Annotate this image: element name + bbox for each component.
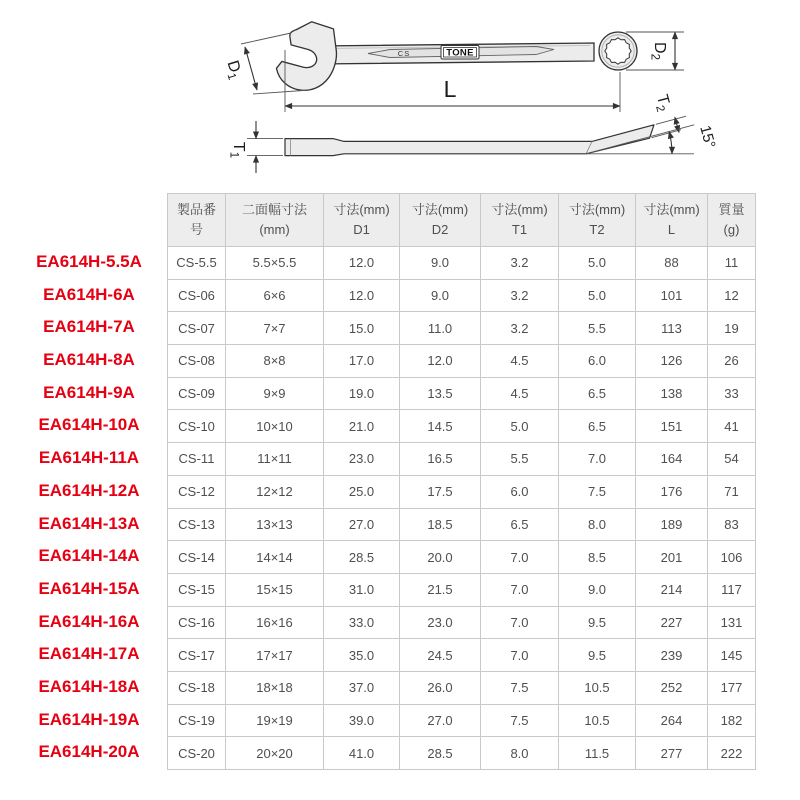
table-cell: 17×17 [226, 639, 324, 672]
table-cell: CS-14 [168, 541, 226, 574]
col-header-d2: 寸法(mm) D2 [400, 194, 481, 247]
spec-table-body [168, 247, 756, 770]
product-code: EA614H-19A [38, 709, 140, 729]
table-cell: 6.0 [559, 345, 636, 378]
table-cell: CS-10 [168, 410, 226, 443]
table-cell: 19.0 [324, 377, 400, 410]
table-row [168, 345, 756, 378]
table-cell: 41.0 [324, 737, 400, 770]
table-cell: CS-06 [168, 279, 226, 312]
table-cell: 3.2 [481, 279, 559, 312]
table-cell: 6.5 [559, 377, 636, 410]
brand-logo [441, 46, 479, 60]
table-cell: CS-5.5 [168, 247, 226, 280]
table-cell: 3.2 [481, 312, 559, 345]
table-cell: 227 [636, 606, 708, 639]
wrench-open-end [273, 16, 344, 97]
product-code: EA614H-18A [38, 676, 140, 696]
product-code: EA614H-12A [38, 480, 140, 500]
table-cell: 15×15 [226, 573, 324, 606]
table-cell: 21.0 [324, 410, 400, 443]
table-cell: 239 [636, 639, 708, 672]
table-cell: 106 [708, 541, 756, 574]
dim-label-t1: $T_1$ [227, 141, 247, 159]
table-row [168, 312, 756, 345]
table-cell: 3.2 [481, 247, 559, 280]
table-cell: 11.5 [559, 737, 636, 770]
table-cell: 131 [708, 606, 756, 639]
table-cell: 4.5 [481, 345, 559, 378]
table-cell: CS-17 [168, 639, 226, 672]
table-cell: 17.0 [324, 345, 400, 378]
table-row [168, 639, 756, 672]
product-code: EA614H-13A [38, 513, 140, 533]
table-cell: 26 [708, 345, 756, 378]
product-code: EA614H-5.5A [36, 252, 142, 271]
table-cell: 54 [708, 443, 756, 476]
table-cell: 39.0 [324, 704, 400, 737]
wrench-diagram [0, 0, 800, 192]
table-cell: 5.0 [559, 279, 636, 312]
table-cell: 7.5 [481, 704, 559, 737]
table-cell: 23.0 [324, 443, 400, 476]
side-profile [285, 125, 654, 156]
product-code: EA614H-14A [38, 546, 140, 566]
table-cell: 26.0 [400, 671, 481, 704]
table-cell: CS-15 [168, 573, 226, 606]
dim-label-d2: $D_2$ [648, 42, 668, 60]
product-code-list [16, 246, 162, 769]
table-cell: 7×7 [226, 312, 324, 345]
table-cell: 28.5 [400, 737, 481, 770]
table-cell: 182 [708, 704, 756, 737]
product-code: EA614H-20A [38, 742, 140, 762]
table-cell: 126 [636, 345, 708, 378]
table-row [168, 737, 756, 770]
table-cell: 9×9 [226, 377, 324, 410]
table-cell: 201 [636, 541, 708, 574]
table-cell: 113 [636, 312, 708, 345]
table-cell: 27.0 [400, 704, 481, 737]
table-cell: 4.5 [481, 377, 559, 410]
table-cell: 7.0 [559, 443, 636, 476]
table-cell: CS-07 [168, 312, 226, 345]
dim-label-d1: $D_1$ [223, 58, 244, 82]
table-cell: 9.0 [400, 279, 481, 312]
table-cell: 14×14 [226, 541, 324, 574]
table-row [168, 443, 756, 476]
table-cell: 21.5 [400, 573, 481, 606]
col-header-mass: 質量 (g) [708, 194, 756, 247]
table-cell: 10.5 [559, 704, 636, 737]
table-cell: 5.5×5.5 [226, 247, 324, 280]
wrench-side-view [285, 125, 654, 156]
table-cell: 9.5 [559, 639, 636, 672]
table-row [168, 279, 756, 312]
dim-label-angle: 15° [696, 123, 719, 150]
table-cell: 20.0 [400, 541, 481, 574]
table-cell: 277 [636, 737, 708, 770]
table-cell: 252 [636, 671, 708, 704]
table-cell: 189 [636, 508, 708, 541]
product-code: EA614H-11A [38, 448, 140, 468]
table-cell: 83 [708, 508, 756, 541]
table-cell: 28.5 [324, 541, 400, 574]
table-cell: 5.5 [559, 312, 636, 345]
table-cell: CS-16 [168, 606, 226, 639]
table-cell: 24.5 [400, 639, 481, 672]
table-cell: 7.5 [559, 475, 636, 508]
table-cell: 138 [636, 377, 708, 410]
table-cell: 222 [708, 737, 756, 770]
table-cell: 13×13 [226, 508, 324, 541]
table-cell: 35.0 [324, 639, 400, 672]
table-cell: 5.0 [559, 247, 636, 280]
col-header-product-no: 製品番 号 [168, 194, 226, 247]
table-cell: 117 [708, 573, 756, 606]
product-code: EA614H-7A [43, 317, 135, 337]
col-header-t2: 寸法(mm) T2 [559, 194, 636, 247]
table-header-row [168, 194, 756, 247]
table-cell: 9.0 [400, 247, 481, 280]
table-cell: CS-18 [168, 671, 226, 704]
table-cell: 214 [636, 573, 708, 606]
table-cell: 7.0 [481, 639, 559, 672]
table-row [168, 704, 756, 737]
product-code: EA614H-17A [38, 644, 140, 664]
brand-text: TONE [446, 47, 474, 59]
shaft-stamp-text: CS [397, 48, 411, 58]
table-cell: 88 [636, 247, 708, 280]
table-cell: 177 [708, 671, 756, 704]
table-row [168, 606, 756, 639]
table-cell: 264 [636, 704, 708, 737]
table-cell: 12.0 [324, 247, 400, 280]
table-cell: 37.0 [324, 671, 400, 704]
table-cell: 16.5 [400, 443, 481, 476]
table-cell: CS-13 [168, 508, 226, 541]
table-cell: 176 [636, 475, 708, 508]
col-header-d1: 寸法(mm) D1 [324, 194, 400, 247]
table-cell: 9.0 [559, 573, 636, 606]
table-cell: 71 [708, 475, 756, 508]
table-cell: 7.0 [481, 541, 559, 574]
dim-label-t2: $T_2$ [653, 92, 672, 114]
table-cell: 15.0 [324, 312, 400, 345]
table-cell: 13.5 [400, 377, 481, 410]
table-cell: 7.0 [481, 573, 559, 606]
table-cell: 12 [708, 279, 756, 312]
table-cell: 23.0 [400, 606, 481, 639]
table-cell: 25.0 [324, 475, 400, 508]
col-header-width-across-flats: 二面幅寸法 (mm) [226, 194, 324, 247]
table-cell: 11.0 [400, 312, 481, 345]
table-cell: CS-11 [168, 443, 226, 476]
table-cell: 33 [708, 377, 756, 410]
product-code: EA614H-9A [43, 382, 135, 402]
table-cell: 145 [708, 639, 756, 672]
table-cell: 10.5 [559, 671, 636, 704]
table-cell: 17.5 [400, 475, 481, 508]
table-cell: 11 [708, 247, 756, 280]
table-row [168, 247, 756, 280]
table-cell: 7.0 [481, 606, 559, 639]
table-cell: 7.5 [481, 671, 559, 704]
table-cell: 12×12 [226, 475, 324, 508]
table-cell: 8.0 [559, 508, 636, 541]
product-code: EA614H-6A [43, 284, 135, 304]
product-code: EA614H-10A [38, 415, 140, 435]
table-cell: 18×18 [226, 671, 324, 704]
table-cell: CS-19 [168, 704, 226, 737]
table-cell: 12.0 [324, 279, 400, 312]
table-cell: 27.0 [324, 508, 400, 541]
table-cell: 19×19 [226, 704, 324, 737]
col-header-t1: 寸法(mm) T1 [481, 194, 559, 247]
table-row [168, 573, 756, 606]
dim-t1 [247, 121, 283, 173]
table-cell: 8×8 [226, 345, 324, 378]
table-cell: 33.0 [324, 606, 400, 639]
table-cell: 6.5 [559, 410, 636, 443]
table-row [168, 671, 756, 704]
table-cell: CS-09 [168, 377, 226, 410]
table-cell: 20×20 [226, 737, 324, 770]
product-code: EA614H-8A [43, 350, 135, 370]
table-cell: 9.5 [559, 606, 636, 639]
table-cell: 151 [636, 410, 708, 443]
table-cell: 8.0 [481, 737, 559, 770]
table-cell: 164 [636, 443, 708, 476]
table-cell: 101 [636, 279, 708, 312]
table-cell: CS-08 [168, 345, 226, 378]
table-cell: 18.5 [400, 508, 481, 541]
table-row [168, 541, 756, 574]
col-header-l: 寸法(mm) L [636, 194, 708, 247]
table-cell: 10×10 [226, 410, 324, 443]
product-code: EA614H-15A [38, 578, 140, 598]
table-cell: 5.5 [481, 443, 559, 476]
spec-table [167, 193, 756, 770]
table-cell: CS-12 [168, 475, 226, 508]
table-cell: 14.5 [400, 410, 481, 443]
table-row [168, 377, 756, 410]
table-cell: 31.0 [324, 573, 400, 606]
dim-label-l: L [443, 76, 457, 102]
table-cell: 11×11 [226, 443, 324, 476]
table-cell: CS-20 [168, 737, 226, 770]
table-cell: 8.5 [559, 541, 636, 574]
table-cell: 5.0 [481, 410, 559, 443]
table-cell: 6.0 [481, 475, 559, 508]
table-cell: 6×6 [226, 279, 324, 312]
table-row [168, 508, 756, 541]
product-code: EA614H-16A [38, 611, 140, 631]
table-cell: 41 [708, 410, 756, 443]
table-row [168, 475, 756, 508]
table-cell: 6.5 [481, 508, 559, 541]
table-cell: 12.0 [400, 345, 481, 378]
table-cell: 16×16 [226, 606, 324, 639]
table-cell: 19 [708, 312, 756, 345]
table-row [168, 410, 756, 443]
